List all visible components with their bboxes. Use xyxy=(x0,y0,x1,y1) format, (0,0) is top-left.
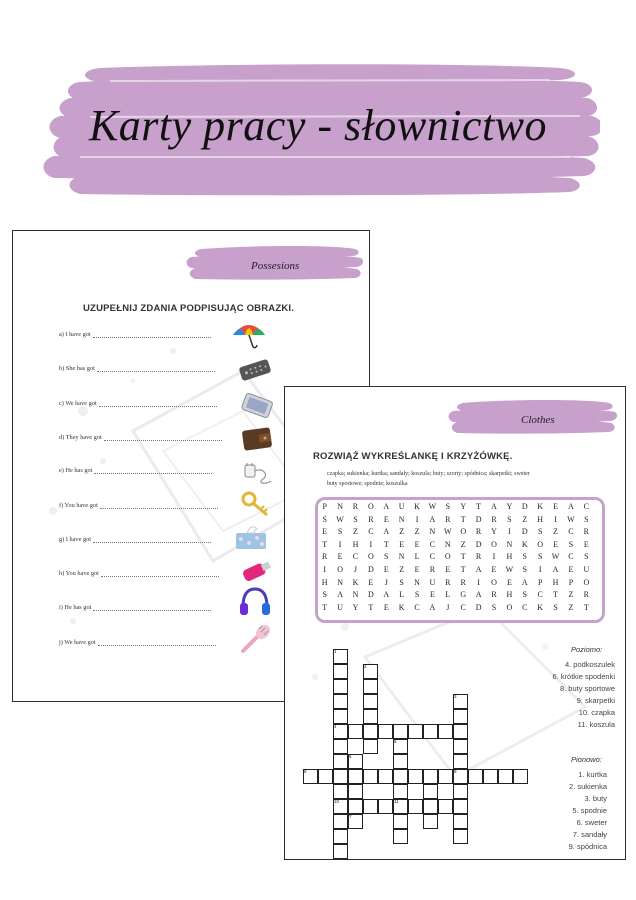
wordsearch-letter[interactable]: U xyxy=(583,564,590,574)
wordsearch-letter[interactable]: O xyxy=(367,552,374,562)
wordsearch-letter[interactable]: U xyxy=(337,602,343,612)
sentence-label: j) We have got xyxy=(59,639,96,646)
wordsearch-letter[interactable]: H xyxy=(506,590,513,600)
wordsearch-letter[interactable]: S xyxy=(537,527,543,537)
wordsearch-letter[interactable]: E xyxy=(553,539,558,549)
wordsearch-letter[interactable]: I xyxy=(554,514,557,524)
crossword-cell[interactable] xyxy=(513,769,528,784)
charger-icon xyxy=(239,457,275,487)
crossword-cell[interactable] xyxy=(333,709,348,724)
answer-line[interactable] xyxy=(93,610,211,611)
sentence-label: d) They have got xyxy=(59,434,102,441)
clue-down: 6. sweter xyxy=(576,818,607,827)
answer-line[interactable] xyxy=(100,508,218,509)
wordsearch-letter[interactable]: Z xyxy=(460,539,466,549)
crossword-cell[interactable] xyxy=(408,799,423,814)
word-bank-line: buty sportowe; spodnie; koszulka xyxy=(327,481,408,487)
wordsearch-letter[interactable]: N xyxy=(414,577,420,587)
answer-line[interactable] xyxy=(99,406,217,407)
wordsearch-letter[interactable]: D xyxy=(475,539,482,549)
crossword-cell[interactable] xyxy=(378,799,393,814)
wordsearch-letter[interactable]: R xyxy=(475,552,482,562)
wordsearch-letter[interactable]: Y xyxy=(491,527,497,537)
crossword-cell[interactable] xyxy=(333,844,348,859)
usb-stick-icon xyxy=(239,555,275,585)
crossword-cell[interactable] xyxy=(333,769,348,784)
wordsearch-letter[interactable]: N xyxy=(444,539,451,549)
wordsearch-letter[interactable]: T xyxy=(476,502,482,511)
crossword-cell[interactable] xyxy=(408,724,423,739)
wordsearch-letter[interactable]: T xyxy=(383,539,389,549)
wordsearch-letter[interactable]: E xyxy=(506,577,512,587)
wordsearch-letter[interactable]: A xyxy=(568,502,574,511)
wordsearch-letter[interactable]: T xyxy=(460,552,466,562)
wordsearch-letter[interactable]: K xyxy=(521,539,528,549)
keys-icon xyxy=(239,489,275,519)
wordsearch-letter[interactable]: C xyxy=(414,602,420,612)
wordsearch-letter[interactable]: R xyxy=(583,590,589,600)
wordsearch-letter[interactable]: K xyxy=(537,602,544,612)
sentence-label: a) I have got xyxy=(59,331,91,338)
wordsearch-letter[interactable]: N xyxy=(398,552,405,562)
wordsearch-letter[interactable]: P xyxy=(537,577,543,587)
sentence-row-a xyxy=(59,331,239,338)
wordsearch-letter[interactable]: N xyxy=(506,539,513,549)
crossword-cell[interactable] xyxy=(423,814,438,829)
crossword-cell[interactable] xyxy=(333,739,348,754)
wordsearch-letter[interactable]: D xyxy=(475,514,482,524)
crossword-number: 3 xyxy=(454,694,457,699)
wordsearch-letter[interactable]: R xyxy=(445,577,451,587)
wordsearch-letter[interactable]: Z xyxy=(568,602,574,612)
wordsearch-letter[interactable]: A xyxy=(383,527,390,537)
wordsearch-letter[interactable]: S xyxy=(384,552,389,562)
wordsearch-letter[interactable]: E xyxy=(414,564,420,574)
wordsearch-letter[interactable]: O xyxy=(337,564,343,574)
sentence-row-j xyxy=(59,639,239,646)
wordsearch-letter[interactable]: E xyxy=(568,564,574,574)
wordsearch-letter[interactable]: C xyxy=(568,527,574,537)
wordsearch-letter[interactable]: I xyxy=(538,564,542,574)
wordsearch-letter[interactable]: S xyxy=(584,514,589,524)
wordsearch-letter[interactable]: E xyxy=(337,552,343,562)
crossword-cell[interactable] xyxy=(378,769,393,784)
wordsearch-letter[interactable]: S xyxy=(507,514,512,524)
crossword-number: 4 xyxy=(334,724,337,729)
crossword-cell[interactable] xyxy=(393,754,408,769)
answer-line[interactable] xyxy=(94,473,212,474)
crossword-cell[interactable] xyxy=(378,724,393,739)
wordsearch-letter[interactable]: E xyxy=(383,514,389,524)
answer-line[interactable] xyxy=(93,542,211,543)
sentence-row-f xyxy=(59,502,239,509)
wordsearch-letter[interactable]: S xyxy=(568,539,574,549)
crossword-cell[interactable] xyxy=(438,724,453,739)
crossword-cell[interactable] xyxy=(438,799,453,814)
wordsearch-letter[interactable]: L xyxy=(399,590,405,600)
crossword-cell[interactable] xyxy=(393,814,408,829)
crossword-cell[interactable] xyxy=(453,724,468,739)
crossword-cell[interactable] xyxy=(363,724,378,739)
wordsearch-letter[interactable]: O xyxy=(506,602,513,612)
wordsearch-letter[interactable]: T xyxy=(322,539,328,549)
umbrella-icon xyxy=(231,319,267,349)
wordsearch-letter[interactable]: J xyxy=(353,564,358,574)
wordsearch-letter[interactable]: H xyxy=(321,577,328,587)
wordsearch-letter[interactable]: D xyxy=(475,602,482,612)
wordsearch-letter[interactable]: R xyxy=(491,590,497,600)
crossword-number: 5 xyxy=(394,739,397,744)
crossword-cell[interactable] xyxy=(498,769,513,784)
wordsearch-letter[interactable]: D xyxy=(367,590,374,600)
wordsearch-letter[interactable]: A xyxy=(552,564,559,574)
wordsearch-letter[interactable]: E xyxy=(429,590,435,600)
sentence-row-g xyxy=(59,536,239,543)
crossword-cell[interactable] xyxy=(363,679,378,694)
crossword-cell[interactable] xyxy=(363,694,378,709)
crossword-cell[interactable] xyxy=(333,814,348,829)
crossword-cell[interactable] xyxy=(393,829,408,844)
wordsearch-letter[interactable]: R xyxy=(445,514,451,524)
wordsearch-letter[interactable]: O xyxy=(583,577,590,587)
wordsearch-letter[interactable]: L xyxy=(445,590,451,600)
wordsearch-letter[interactable]: S xyxy=(553,602,558,612)
wordsearch-letter[interactable]: Z xyxy=(414,527,420,537)
clothes-worksheet xyxy=(284,386,626,860)
clothes-ribbon-label: Clothes xyxy=(521,414,555,426)
wordsearch-letter[interactable]: J xyxy=(384,577,388,587)
wordsearch-letter[interactable]: R xyxy=(322,552,328,562)
wordsearch-letter[interactable]: S xyxy=(584,552,589,562)
wordsearch-letter[interactable]: O xyxy=(537,539,544,549)
crossword-cell[interactable] xyxy=(363,739,378,754)
page-title: Karty pracy - słownictwo xyxy=(88,101,548,150)
wordsearch-letter[interactable]: C xyxy=(429,552,436,562)
sentence-row-d xyxy=(59,434,239,441)
wordsearch-letter[interactable]: U xyxy=(398,502,405,511)
wordsearch-letter[interactable]: W xyxy=(551,552,560,562)
crossword-cell[interactable] xyxy=(453,754,468,769)
sentence-label: c) We have got xyxy=(59,400,97,407)
headphones-icon xyxy=(237,587,273,617)
wordsearch-letter[interactable]: A xyxy=(521,577,528,587)
wordsearch-letter[interactable]: A xyxy=(491,502,497,511)
wordsearch-letter[interactable]: C xyxy=(522,602,528,612)
sentence-label: i) He has got xyxy=(59,604,92,611)
clue-down: 7. sandały xyxy=(572,830,607,839)
wordsearch-letter[interactable]: E xyxy=(383,564,389,574)
clues-down-title: Pionowo: xyxy=(571,755,602,764)
wordsearch-letter[interactable]: Z xyxy=(568,590,574,600)
wordsearch-letter[interactable]: S xyxy=(491,602,497,612)
crossword-cell[interactable] xyxy=(438,769,453,784)
wordsearch-letter[interactable]: A xyxy=(429,602,436,612)
clue-across: 11. koszula xyxy=(577,720,615,729)
wordsearch-letter[interactable]: A xyxy=(475,564,482,574)
wordsearch-letter[interactable]: N xyxy=(337,502,343,511)
crossword-cell[interactable] xyxy=(423,799,438,814)
sentence-row-e xyxy=(59,467,239,474)
wordsearch-letter[interactable]: O xyxy=(491,577,497,587)
sentence-label: h) You have got xyxy=(59,570,99,577)
crossword-number: 1 xyxy=(334,649,337,654)
wordsearch-letter[interactable]: W xyxy=(505,564,514,574)
wordsearch-letter[interactable]: E xyxy=(399,539,405,549)
wordsearch-letter[interactable]: I xyxy=(323,564,327,574)
wordsearch-letter[interactable]: N xyxy=(429,527,436,537)
wordsearch-letter[interactable]: C xyxy=(568,552,574,562)
clue-across: 4. podkoszulek xyxy=(564,660,615,669)
wordsearch-letter[interactable]: R xyxy=(368,514,374,524)
crossword-number: 8 xyxy=(304,769,307,774)
wordsearch-letter[interactable]: H xyxy=(537,514,544,524)
crossword-cell[interactable] xyxy=(408,769,423,784)
clue-across: 9. skarpetki xyxy=(576,696,615,705)
wordsearch-letter[interactable]: E xyxy=(553,502,558,511)
wordsearch-letter[interactable]: R xyxy=(583,527,589,537)
wordsearch-letter[interactable]: E xyxy=(414,539,420,549)
sentence-row-i xyxy=(59,604,239,611)
sentence-row-c xyxy=(59,400,239,407)
crossword-cell[interactable] xyxy=(453,799,468,814)
answer-line[interactable] xyxy=(93,337,211,338)
crossword-cell[interactable] xyxy=(363,799,378,814)
wordsearch-letter[interactable]: K xyxy=(398,602,405,612)
wordsearch-letter[interactable]: A xyxy=(337,590,343,600)
answer-line[interactable] xyxy=(101,576,219,577)
wordsearch-letter[interactable]: L xyxy=(414,552,420,562)
crossword-cell[interactable] xyxy=(423,769,438,784)
crossword-cell[interactable] xyxy=(393,784,408,799)
tissues-icon xyxy=(233,523,269,553)
wordsearch-letter[interactable]: I xyxy=(415,514,419,524)
possessions-ribbon-label: Possesions xyxy=(251,260,300,272)
wordsearch-letter[interactable]: Z xyxy=(353,527,358,537)
wordsearch-letter[interactable]: W xyxy=(444,527,452,537)
wordsearch-letter[interactable]: Z xyxy=(553,527,558,537)
sentence-label: b) She has got xyxy=(59,365,95,372)
crossword-number: 2 xyxy=(364,664,367,669)
wordsearch-letter[interactable]: H xyxy=(352,539,359,549)
crossword-number: 9 xyxy=(454,769,457,774)
smartphone-icon xyxy=(239,391,275,421)
wordsearch-letter[interactable]: S xyxy=(522,552,527,562)
wordsearch-letter[interactable]: O xyxy=(491,539,497,549)
wordsearch-letter[interactable]: E xyxy=(583,539,589,549)
crossword-cell[interactable] xyxy=(423,724,438,739)
wordsearch-letter[interactable]: N xyxy=(352,590,359,600)
wordsearch-letter[interactable]: H xyxy=(552,577,559,587)
sentence-row-b xyxy=(59,365,239,372)
crossword-cell[interactable] xyxy=(453,829,468,844)
wordsearch-letter[interactable]: O xyxy=(367,502,374,511)
wordsearch-letter[interactable]: D xyxy=(521,527,528,537)
wordsearch-letter[interactable]: I xyxy=(492,552,496,562)
crossword-cell[interactable] xyxy=(393,724,408,739)
crossword-cell[interactable] xyxy=(333,664,348,679)
wordsearch-letter[interactable]: P xyxy=(322,502,327,511)
wordsearch-letter[interactable]: Y xyxy=(352,602,359,612)
crossword-cell[interactable] xyxy=(453,814,468,829)
possessions-heading: UZUPEŁNIJ ZDANIA PODPISUJĄC OBRAZKI. xyxy=(83,303,295,314)
crossword-cell[interactable] xyxy=(333,784,348,799)
wordsearch-letter[interactable]: E xyxy=(322,527,328,537)
wordsearch-letter[interactable]: K xyxy=(414,502,420,511)
crossword-cell[interactable] xyxy=(423,784,438,799)
crossword-cell[interactable] xyxy=(348,784,363,799)
clue-down: 9. spódnica xyxy=(568,842,607,851)
wordsearch-letter[interactable]: C xyxy=(583,502,589,511)
wordsearch-letter[interactable]: W xyxy=(336,514,344,524)
crossword-cell[interactable] xyxy=(453,739,468,754)
wordsearch-letter[interactable]: S xyxy=(537,552,543,562)
wordsearch-letter[interactable]: A xyxy=(383,590,390,600)
wordsearch-letter[interactable]: K xyxy=(352,577,359,587)
crossword-cell[interactable] xyxy=(333,754,348,769)
wordsearch-letter[interactable]: S xyxy=(399,577,404,587)
wordsearch-letter[interactable]: R xyxy=(475,527,482,537)
word-bank-line: czapka; sukienka; kurtka; sandały; koszula; buty; szorty; spódnica; skarpetki; sweter xyxy=(327,471,530,477)
crossword-number: 10 xyxy=(334,799,340,804)
crossword-cell[interactable] xyxy=(393,769,408,784)
wordsearch-letter[interactable]: P xyxy=(568,577,574,587)
wordsearch-letter[interactable]: Z xyxy=(399,527,405,537)
answer-line[interactable] xyxy=(97,371,215,372)
crossword-cell[interactable] xyxy=(363,709,378,724)
wordsearch-letter[interactable]: E xyxy=(491,564,497,574)
wordsearch-letter[interactable]: R xyxy=(352,502,359,511)
clue-down: 5. spodnie xyxy=(572,806,607,815)
wordsearch-letter[interactable]: A xyxy=(475,590,482,600)
wordsearch-letter[interactable]: S xyxy=(414,590,420,600)
sentence-label: f) You have got xyxy=(59,502,98,509)
wordsearch-letter[interactable]: S xyxy=(322,514,327,524)
wordsearch-letter[interactable]: I xyxy=(369,539,373,549)
sentence-label: g) I have got xyxy=(59,536,91,543)
wordsearch-letter[interactable]: J xyxy=(446,602,450,612)
wordsearch-letter[interactable]: A xyxy=(429,514,436,524)
sentence-row-h xyxy=(59,570,239,577)
wordsearch-letter[interactable]: R xyxy=(429,564,436,574)
hairbrush-icon xyxy=(239,623,275,653)
crossword-cell[interactable] xyxy=(333,694,348,709)
clue-across: 6. krótkie spodenki xyxy=(552,672,615,681)
wordsearch-letter[interactable]: C xyxy=(352,552,359,562)
wordsearch-letter[interactable]: R xyxy=(491,514,497,524)
clothes-heading: ROZWIĄŻ WYKREŚLANKĘ I KRZYŻÓWKĘ. xyxy=(313,451,513,462)
clue-down: 2. sukienka xyxy=(569,782,607,791)
wordsearch-letter[interactable]: N xyxy=(337,577,343,587)
wordsearch-letter[interactable]: T xyxy=(583,602,589,612)
wordsearch-letter[interactable]: W xyxy=(567,514,575,524)
crossword-cell[interactable] xyxy=(333,829,348,844)
crossword-number: 7 xyxy=(349,814,352,819)
wordsearch-letter[interactable]: D xyxy=(367,564,374,574)
wordsearch-letter[interactable]: A xyxy=(383,502,390,511)
wordsearch-letter[interactable]: E xyxy=(445,564,451,574)
wordsearch-letter[interactable]: T xyxy=(553,590,558,600)
crossword-cell[interactable] xyxy=(453,709,468,724)
wordsearch-letter[interactable]: Z xyxy=(399,564,405,574)
crossword-number: 11 xyxy=(394,799,399,804)
crossword-cell[interactable] xyxy=(348,769,363,784)
wordsearch-letter[interactable]: C xyxy=(537,590,543,600)
remote-control-icon xyxy=(237,355,273,385)
crossword-cell[interactable] xyxy=(468,769,483,784)
crossword-cell[interactable] xyxy=(363,769,378,784)
wordsearch-letter[interactable]: G xyxy=(460,590,467,600)
wordsearch-letter[interactable]: D xyxy=(521,502,528,511)
answer-line[interactable] xyxy=(104,440,222,441)
wordsearch-letter[interactable]: Z xyxy=(522,514,528,524)
wordsearch-letter[interactable]: Y xyxy=(460,502,467,511)
wordsearch-letter[interactable]: W xyxy=(428,502,437,511)
wordsearch-letter[interactable]: H xyxy=(506,552,513,562)
wordsearch-letter[interactable]: U xyxy=(429,577,436,587)
wordsearch-letter[interactable]: T xyxy=(460,514,466,524)
wordsearch-letter[interactable]: O xyxy=(460,527,467,537)
wordsearch-letter[interactable]: K xyxy=(537,502,544,511)
clue-down: 1. kurtka xyxy=(578,770,607,779)
wordsearch-letter[interactable]: S xyxy=(445,502,451,511)
wordsearch-letter[interactable]: T xyxy=(460,564,466,574)
crossword-cell[interactable] xyxy=(453,784,468,799)
wordsearch-letter[interactable]: C xyxy=(368,527,374,537)
wordsearch-letter[interactable]: T xyxy=(322,602,328,612)
wordsearch-letter[interactable]: S xyxy=(353,514,358,524)
clues-across-title: Poziomo: xyxy=(571,645,603,654)
crossword-cell[interactable] xyxy=(348,799,363,814)
clue-down: 3. buty xyxy=(584,794,607,803)
crossword-cell[interactable] xyxy=(483,769,498,784)
sentence-label: e) He has got xyxy=(59,467,93,474)
wordsearch-letter[interactable]: S xyxy=(522,590,527,600)
wordsearch-letter[interactable]: I xyxy=(477,577,480,587)
wordsearch-letter[interactable]: E xyxy=(383,602,389,612)
crossword-cell[interactable] xyxy=(318,769,333,784)
wordsearch-letter[interactable]: O xyxy=(444,552,451,562)
crossword-cell[interactable] xyxy=(333,679,348,694)
wordsearch-letter[interactable]: S xyxy=(522,564,527,574)
wordsearch-letter[interactable]: Y xyxy=(506,502,513,511)
wordsearch-letter[interactable]: I xyxy=(338,539,342,549)
wordsearch-letter[interactable]: S xyxy=(322,590,327,600)
clue-across: 10. czapka xyxy=(578,708,615,717)
wordsearch-letter[interactable]: I xyxy=(508,527,511,537)
answer-line[interactable] xyxy=(98,645,216,646)
wordsearch-letter[interactable]: S xyxy=(337,527,343,537)
crossword-number: 6 xyxy=(349,754,352,759)
wordsearch-letter[interactable]: R xyxy=(460,577,466,587)
wordsearch-letter[interactable]: E xyxy=(368,577,374,587)
wallet-icon xyxy=(239,423,275,453)
wordsearch-letter[interactable]: N xyxy=(398,514,405,524)
crossword-cell[interactable] xyxy=(348,724,363,739)
wordsearch-letter[interactable]: C xyxy=(460,602,466,612)
clue-across: 8. buty sportowe xyxy=(559,684,615,693)
wordsearch-letter[interactable]: T xyxy=(368,602,374,612)
wordsearch-letter[interactable]: C xyxy=(429,539,436,549)
